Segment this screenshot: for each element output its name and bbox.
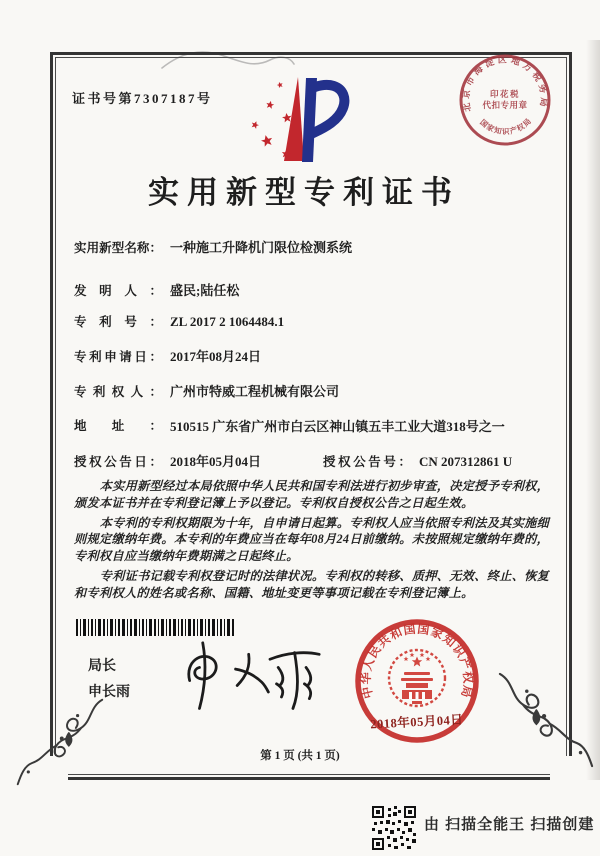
field-value-name: 一种施工升降机门限位检测系统 [170,240,353,255]
paragraph-term-fees: 本专利的专利权期限为十年，自申请日起算。专利权人应当依照专利法及其实施细则规定缴纳年费。本专利的年费应当在每年08月24日前缴纳。未按照规定缴纳年费的，专利权自应当缴纳年费期满之日起终止。 [74,515,550,564]
certificate-number: 证书号第7307187号 [72,91,213,106]
field-value-inventor: 盛民;陆任松 [170,283,240,298]
svg-text:国家知识产权局 [478,116,533,136]
field-label-grant-no: 授权公告号： [323,455,411,469]
field-label-patent-no: 专利号： [74,315,162,329]
field-row-filing-date [74,347,261,367]
field-row-patent-no [74,312,284,332]
official-seal [352,616,482,746]
corner-flourish-left [16,698,104,786]
field-label-grant-date: 授权公告日： [74,455,162,469]
field-row-name [74,238,352,258]
field-label-patentee: 专利权人： [74,385,162,399]
field-value-grant-date: 2018年05月04日 [170,454,262,469]
tax-stamp-center-line2: 代扣专用章 [482,100,528,110]
field-value-address: 510515 广东省广州市白云区神山镇五丰工业大道318号之一 [170,419,505,434]
national-emblem-icon [389,650,445,706]
tax-stamp-bottom-text: 国家知识产权局 [478,116,534,137]
certificate-title: 实用新型专利证书 [148,175,460,210]
field-group-grant-no [323,452,512,472]
page-number: 第 1 页 (共 1 页) [260,750,340,762]
scan-attribution: 由 扫描全能王 扫描创建 [424,816,595,833]
tax-stamp [455,50,555,150]
corner-flourish-right [498,664,594,776]
paragraph-register: 专利证书记载专利权登记时的法律状况。专利权的转移、质押、无效、终止、恢复和专利权人的姓名或名称、国籍、地址变更等事项记载在专利登记簿上。 [74,568,550,600]
logo-stars [250,81,292,158]
legal-text [74,478,550,605]
field-value-grant-no: CN 207312861 U [419,454,513,469]
field-row-patentee [74,382,339,402]
director-name: 申长雨 [88,685,130,700]
director-signature [168,633,340,715]
qr-code-icon [372,806,416,850]
field-value-patent-no: ZL 2017 2 1064484.1 [170,314,285,329]
field-label-address: 地址： [74,419,162,433]
field-row-address [74,416,532,437]
director-title: 局长 [88,659,116,674]
field-label-filing-date: 专利申请日： [74,350,162,364]
seal-ring-text: 中华人民共和国国家知识产权局 [358,621,476,700]
field-row-grant [74,452,513,472]
cnipa-logo-icon [243,74,357,166]
field-value-patentee: 广州市特威工程机械有限公司 [170,384,340,399]
tax-stamp-center-line1: 印花税 [489,89,521,99]
field-row-inventor [74,281,239,301]
field-label-inventor: 发明人： [74,284,162,298]
seal-date: 2018年05月04日 [369,712,464,732]
field-label-name: 实用新型名称： [74,241,162,255]
tax-stamp-top-text: 北京市海淀区地方税务局 [460,54,550,113]
paragraph-grant: 本实用新型经过本局依照中华人民共和国专利法进行初步审查，决定授予专利权，颁发本证书并在专利登记簿上予以登记。专利权自授权公告之日起生效。 [74,479,550,510]
field-value-filing-date: 2017年08月24日 [170,349,262,364]
